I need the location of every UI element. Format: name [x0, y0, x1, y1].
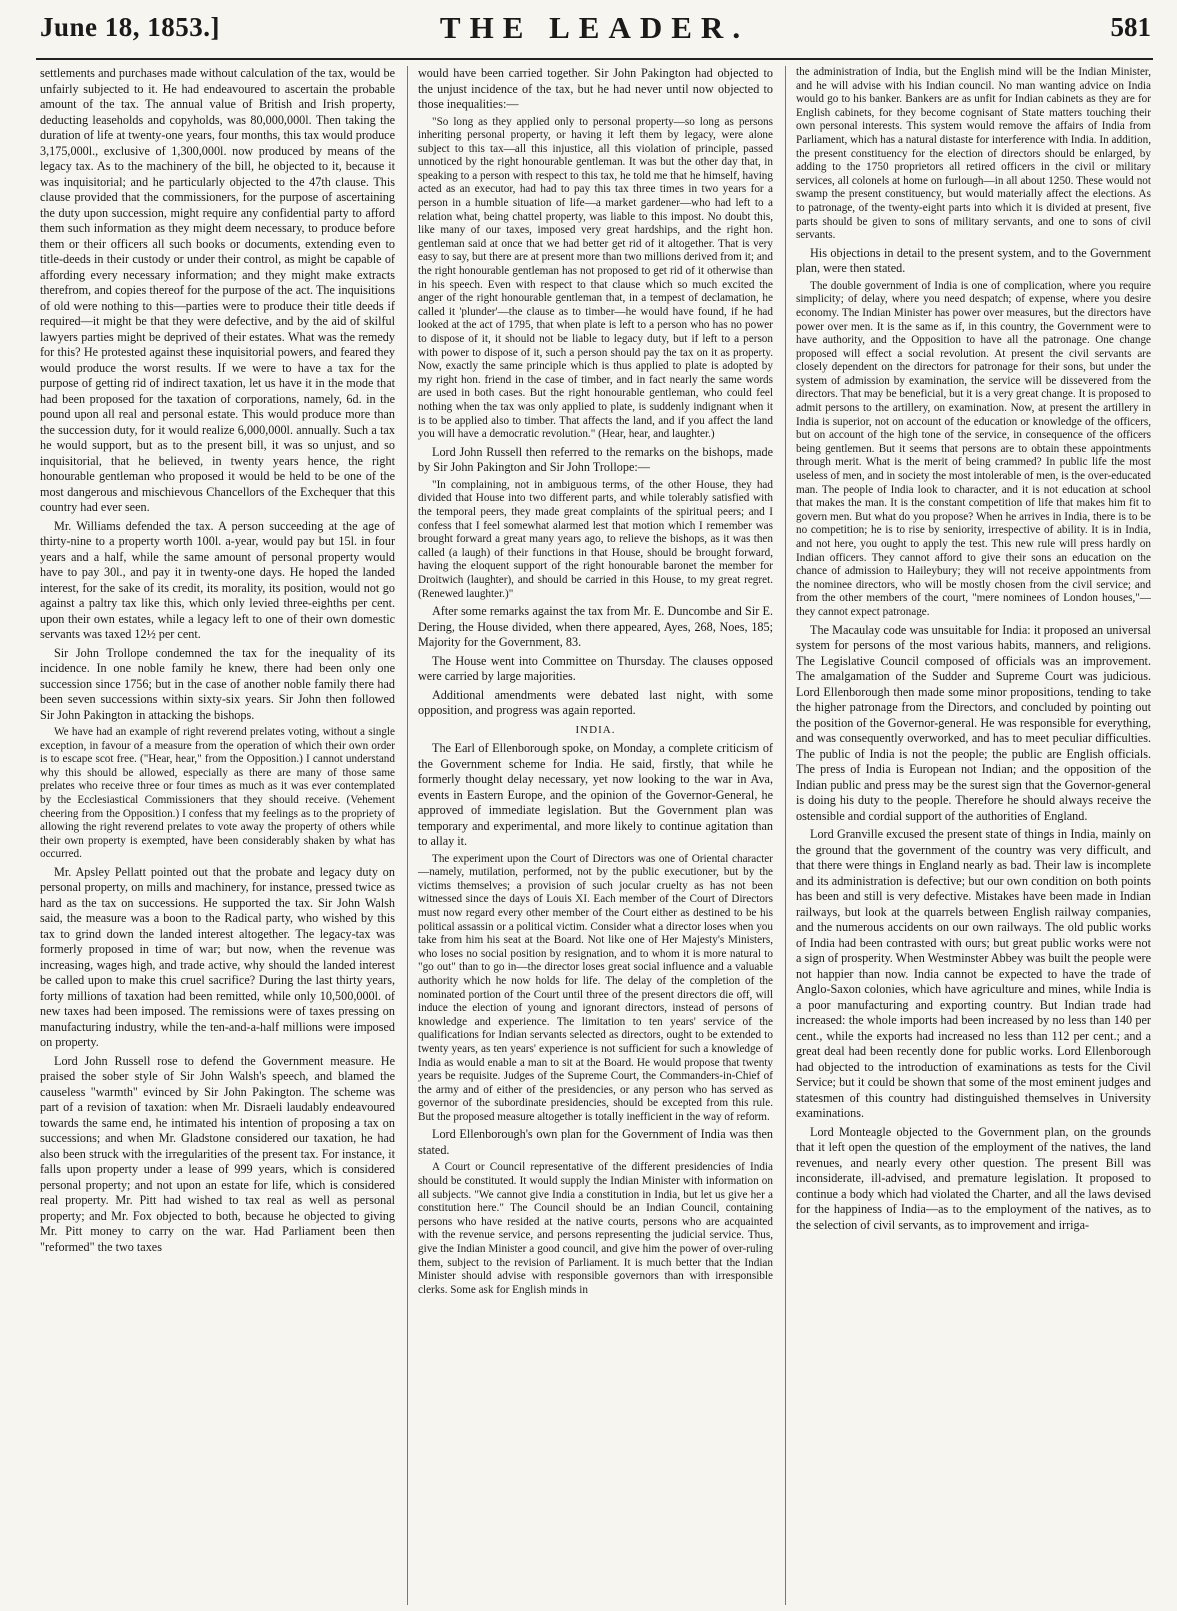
- article-paragraph: Lord Ellenborough's own plan for the Government of India was then stated.: [418, 1127, 773, 1157]
- article-paragraph: Lord Granville excused the present state of things in India, mainly on the ground that the government of the country was very difficult, and that there were things in England nearly as bad. Their law is incomplete and its administration is defective; but our own condition on both points has been and still is very defective. Mistakes have been made in Indian railways, but look at the quarrels between English railway companies, and the numerous accidents on our own railways. The old public works of India had been contrasted with ours; but great public works were not a sign of prosperity. When Westminster Abbey was built the people were not happier than now. India cannot be expected to have the trade of Anglo-Saxon colonies, which have agriculture and mines, while India is a poor manufacturing and exporting country. But Indian trade had increased: the whole imports had been increased by no less than 140 per cent., while the exports had increased no less than 112 per cent.; and a great deal had been recently done for public works. Lord Ellenborough had objected to the introduction of examinations as tests for the Civil Service; but it could be shown that some of the most eminent judges and statesmen of this country had distinguished themselves in University examinations.: [796, 827, 1151, 1121]
- article-paragraph: A Court or Council representative of the different presidencies of India should be constituted. It would supply the Indian Minister with information on all subjects. "We cannot give India a constitution in India, but let us give her a constitution here." The Council should be an Indian Council, containing persons who have resided at the native courts, persons who are acquainted with the revenue service, and persons representing the judicial service. Thus, give the Indian Minister a good council, and give him the power of over-ruling them, subject to the revision of Parliament. It is much better that the Indian Minister should advise with responsible governors than with irresponsible clerks. Some ask for English minds in: [418, 1161, 773, 1296]
- article-paragraph: Lord John Russell rose to defend the Government measure. He praised the sober style of Sir John Walsh's speech, and blamed the causeless "warmth" evinced by Sir John Pakington. The scheme was part of a revision of taxation: when Mr. Disraeli laudably endeavoured towards the same end, he intimated his intention of proposing a tax on successions; and when Mr. Gladstone considered our taxation, he had also been struck with the irregularities of the present tax. For instance, it falls upon property under a lease of 999 years, which is considered personal property; and not upon an estate for life, which is considered real property. Mr. Pitt had wished to tax real as well as personal property; and Mr. Fox objected to both, because he objected to giving Mr. Pitt money to carry on the war. Had Parliament been then "reformed" the two taxes: [40, 1053, 395, 1254]
- issue-date: June 18, 1853.]: [40, 12, 221, 42]
- article-paragraph: the administration of India, but the English mind will be the Indian Minister, and he will advise with his Indian council. No man wanting advice on India would go to his banker. Bankers are as unfit for Indian cabinets as they are for English cabinets, for they become cognisant of State matters touching their own personal interests. This system would remove the affairs of India from Parliament, which has a natural distaste for interference with India. In addition, the present constituency for the election of directors should be enlarged, by adding to the 1750 proprietors all retired officers in the civil or military services, all colonels at home on furlough—in all about 1250. These would not swamp the present constituency, but would materially affect the elections. As to patronage, of the twenty-eight parts into which it is divided at present, five parts should be given to sons of military servants, and one to sons of civil servants.: [796, 66, 1151, 242]
- article-paragraph: would have been carried together. Sir John Pakington had objected to the unjust incidence of the tax, but he had never until now objected to those inequalities:—: [418, 66, 773, 111]
- article-paragraph: The Earl of Ellenborough spoke, on Monday, a complete criticism of the Government scheme for India. He said, firstly, that while he formerly thought delay necessary, yet now looking to the war in Ava, events in Eastern Europe, and the opinion of the Governor-General, he approved of immediate legislation. But the Government plan was temporary and experimental, and more likely to continue agitation than to allay it.: [418, 741, 773, 849]
- article-columns: [40, 66, 1151, 1605]
- column-middle: [407, 66, 773, 1605]
- article-paragraph: Mr. Apsley Pellatt pointed out that the probate and legacy duty on personal property, on mills and machinery, for instance, pressed twice as hard as the tax on successions. He supported the tax. Sir John Walsh said, the measure was a boon to the Radical party, who wished by this tax to grind down the landed interest altogether. The legacy-tax was formerly proposed in time of war; but now, when the revenue was increasing, wages high, and trade active, why should the landed interest be called upon to make this cruel sacrifice? During the last thirty years, forty millions of taxation had been remitted, while only 10,500,000l. of new taxes had been imposed. The remissions were of taxes pressing on manufacturing industry, while the ten-and-a-half millions were imposed on property.: [40, 864, 395, 1050]
- section-heading: INDIA.: [575, 723, 616, 736]
- article-paragraph: "So long as they applied only to personal property—so long as persons inheriting personal property, or having it left them by legacy, were alone subject to this tax—all this injustice, all this violation of principle, passed unnoticed by the right honourable gentleman. It was but the other day that, in speaking to a person with respect to this tax, he told me that he himself, having acted as an executor, had had to pay this tax three times in two years for a person in a humble situation of life—a market gardener—who had left to a relation what, being chattel property, was liable to this impost. No doubt this, like many of our taxes, imposed very great hardships, and the right hon. gentleman said at once that we had better get rid of it altogether. That is very easy to say, but there are at present more than two millions derived from it; and the right honourable gentleman has not proposed to get rid of it otherwise than in his speech. Even with respect to that clause which so much excited the anger of the right honourable gentleman that, in a tempest of declamation, he called it 'plunder'—the clause as to timber—he would have found, if he had looked at the act of 1795, that when plate is left to a person who has no power to dispose of it, it should not be liable to legacy duty, but if left to a person with power to dispose of it, such a person should pay the tax on it as property. Now, exactly the same principle which is thus applied to plate is adopted by my right hon. friend in the case of timber, and in fact nearly the same words are used in both cases. But the right honourable gentleman, who could feel nothing when the tax was only applied to plate, is suddenly indignant when it is to be applied also to timber. That affects the land, and if you affect the land you will have a democratic revolution." (Hear, hear, and laughter.): [418, 115, 773, 441]
- article-paragraph: Additional amendments were debated last night, with some opposition, and progress was again reported.: [418, 687, 773, 718]
- article-paragraph: The experiment upon the Court of Directors was one of Oriental character—namely, mutilation, performed, not by the public executioner, but by the victims themselves; a provision of such jocular cruelty as has not been witnessed since the days of Louis XI. Each member of the Court of Directors must now regard every other member of the Court either as destined to be his political assassin or a political victim. Consider what a director loses when you take from him his seat at the Board. Not like one of Her Majesty's Ministers, who loses no social position by resignation, and to whom it is more natural to "go out" than to go in—the director loses great social influence and a valuable authority which he now holds for life. The delay of the completion of the nominated portion of the Court until three of the present directors die off, will induce the election of young and ignorant directors, instead of persons of knowledge and experience. The limitation to ten years' service of the qualifications for Indian servants selected as directors, ought to be extended to twenty years, as ten years' experience is not sufficient for such a knowledge of India as would enable a man to sit at the Board. He would propose that twenty years be requisite. Judges of the Supreme Court, the Commanders-in-Chief of the army and of either of the presidencies, or any person who has served as governor of the subordinate presidencies, should be excepted from this rule. But the proposed measure altogether is totally inefficient in the way of reform.: [418, 852, 773, 1123]
- article-paragraph: The double government of India is one of complication, where you require simplicity; of delay, where you need despatch; of expense, where you desire economy. The Indian Minister has power over measures, but the directors have power over men. It is the same as if, in this country, the Government were to have authority, and the Opposition to have all the patronage. One change proposed will effect a social revolution. At present the civil servants are closely dependent on the directors for patronage for their sons, but under the system of admission by examination, the service will be dissevered from the directors. That may be beneficial, but it is a very great change. It is proposed to admit persons to the artillery, on examination. Now, at present the artillery in India is superior, not on account of the education or knowledge of the officers, but on account of the high tone of the service, in consequence of the officers being gentlemen. But it seems that persons are to obtain these appointments through merit. What is the merit of being crammed? In public life the most useless of men, and in society the most intolerable of men, is the over-educated man. The people of India look to character, and it is not education at school that makes the man. It is the constant competition of life that makes him fit to govern men. But what do you propose? When he arrives in India, there is to be no competition; he is to rise by seniority, irrespective of ability. It is in India, and not here, you ought to apply the test. This new rule will press hardly on Indian officers. They cannot afford to give their sons an education on the chance of admission to Haileybury; they will not receive appointments from the nominee directors, who will be mostly chosen from the civil service; and from the other members of the court, "mere nominees of London houses,"—they cannot expect patronage.: [796, 279, 1151, 618]
- newspaper-title: THE LEADER.: [439, 10, 750, 45]
- article-paragraph: We have had an example of right reverend prelates voting, without a single exception, in favour of a measure from the operation of which their own order is to escape scot free. ("Hear, hear," from the Opposition.) I cannot understand why this should be allowed, especially as there are many of those same prelates who receive three or four times as much as it was ever contemplated by the Ecclesiastical Commissioners that they should receive. (Vehement cheering from the Opposition.) I confess that my feelings as to the propriety of allowing the right reverend prelates to vote away the property of others while their own property is exempted, have been considerably shaken by what has occurred.: [40, 726, 395, 861]
- article-paragraph: "In complaining, not in ambiguous terms, of the other House, they had divided that House into two different parts, and while tolerably satisfied with the temporal peers, they made great complaints of the spiritual peers; and I confess that I feel somewhat alarmed lest that motion which I remember was brought forward a great many years ago, to relieve the bishops, as it was then called (a laugh) of their functions in that House, should be brought forward, having the eloquent support of the right honourable baronet the member for Droitwich (laughter), and should be carried in this House, to my great regret. (Renewed laughter.)": [418, 478, 773, 600]
- column-left: [40, 66, 395, 1605]
- article-paragraph: The House went into Committee on Thursday. The clauses opposed were carried by large majorities.: [418, 653, 773, 684]
- article-paragraph: settlements and purchases made without calculation of the tax, would be unfairly subjected to it. He had endeavoured to ascertain the probable amount of the tax. The annual value of British and Irish property, deducting leaseholds and copyholds, was 80,000,000l. Then taking the duration of life at twenty-one years, four months, this tax would produce 3,175,000l., exclusive of 1,300,000l. now produced by means of the legacy tax. As to the machinery of the bill, he objected to it, because it was inquisitorial; and he particularly objected to the 47th clause. This clause provided that the commissioners, for the purpose of ascertaining the duty upon succession, might require any confidential party to afford them such information as they might deem necessary, to produce before them or their officers all such books or documents, extending even to title-deeds in their custody or under their control, as might be capable of affording every necessary information; and they might make extracts therefrom, and copies thereof for the purpose of the act. The inquisitions of old were nothing to this—parties were to produce their title deeds if required—it might be that they were defective, and by the aid of skilful lawyers parties might be deprived of their estates. What was the remedy for this? He protested against these inquisitorial powers, and feared they would produce the worst results. If we were to have a tax for the purpose of getting rid of indirect taxation, let us have it in the mode that had been proposed for the taxation of corporations, namely, 6d. in the pound upon all real and personal estate. This would produce more than the succession duty, for it would realize 6,000,000l. annually. Such a tax he would support, but as to the present bill, it was so unjust, and so inquisitorial, that he believed, in twenty years hence, the right honourable gentleman who proposed it would be held to be one of the most dangerous and mischievous Chancellors of the Exchequer that this country had ever seen.: [40, 66, 395, 514]
- masthead-rule: [36, 58, 1153, 60]
- article-paragraph: The Macaulay code was unsuitable for India: it proposed an universal system for persons of the most various habits, manners, and religions. The Legislative Council composed of officials was an improvement. The amalgamation of the Sudder and Supreme Court was judicious. Lord Ellenborough then made some minor propositions, tending to take the higher patronage from the Directors, and concluded by pointing out the position of the Governor-general. He was responsible for everything, and was consequently overworked, and has to meet peculiar difficulties. The public of India is not the people; the public are English officials. The press of India is European not Indian; and the opposition of the Indian public and press may be the surest sign that the Governor-general is doing his duty to the people. Therefore he should always receive the ostensible and cordial support of the authorities of England.: [796, 622, 1151, 823]
- article-paragraph: Lord John Russell then referred to the remarks on the bishops, made by Sir John Pakington and Sir John Trollope:—: [418, 444, 773, 475]
- column-right: [785, 66, 1151, 1605]
- article-paragraph: After some remarks against the tax from Mr. E. Duncombe and Sir E. Dering, the House divided, when there appeared, Ayes, 268, Noes, 185; Majority for the Government, 83.: [418, 604, 773, 650]
- article-paragraph: Mr. Williams defended the tax. A person succeeding at the age of thirty-nine to a property worth 100l. a-year, would pay but 15l. in four years and a half, while the same amount of personal property would have to pay 30l., and pay it in twenty-one days. He hoped the landed interest, for the sake of its credit, its morality, its position, would not go against a paltry tax like this, which only levied three-eighths per cent. upon their own estates, while a legacy left to one of their own domestic servants was taxed 12½ per cent.: [40, 518, 395, 641]
- masthead: [36, 0, 1153, 62]
- article-paragraph: Lord Monteagle objected to the Government plan, on the grounds that it left open the question of the employment of the natives, the land revenues, and nearly every other question. The present Bill was inconsiderate, ill-advised, and premature legislation. It proposed to continue a body which had violated the Charter, and all the laws devised for the happiness of India—as to the employment of the natives, as to the selection of civil servants, as to improvement and irriga-: [796, 1124, 1151, 1232]
- page-number: 581: [1110, 12, 1151, 42]
- article-paragraph: Sir John Trollope condemned the tax for the inequality of its incidence. In one noble family he knew, there had been only one succession since 1756; but in the case of another noble family there had been seven successions within sixty-six years. Sir John then followed Sir John Pakington in attacking the bishops.: [40, 645, 395, 722]
- article-paragraph: His objections in detail to the present system, and to the Government plan, were then stated.: [796, 245, 1151, 276]
